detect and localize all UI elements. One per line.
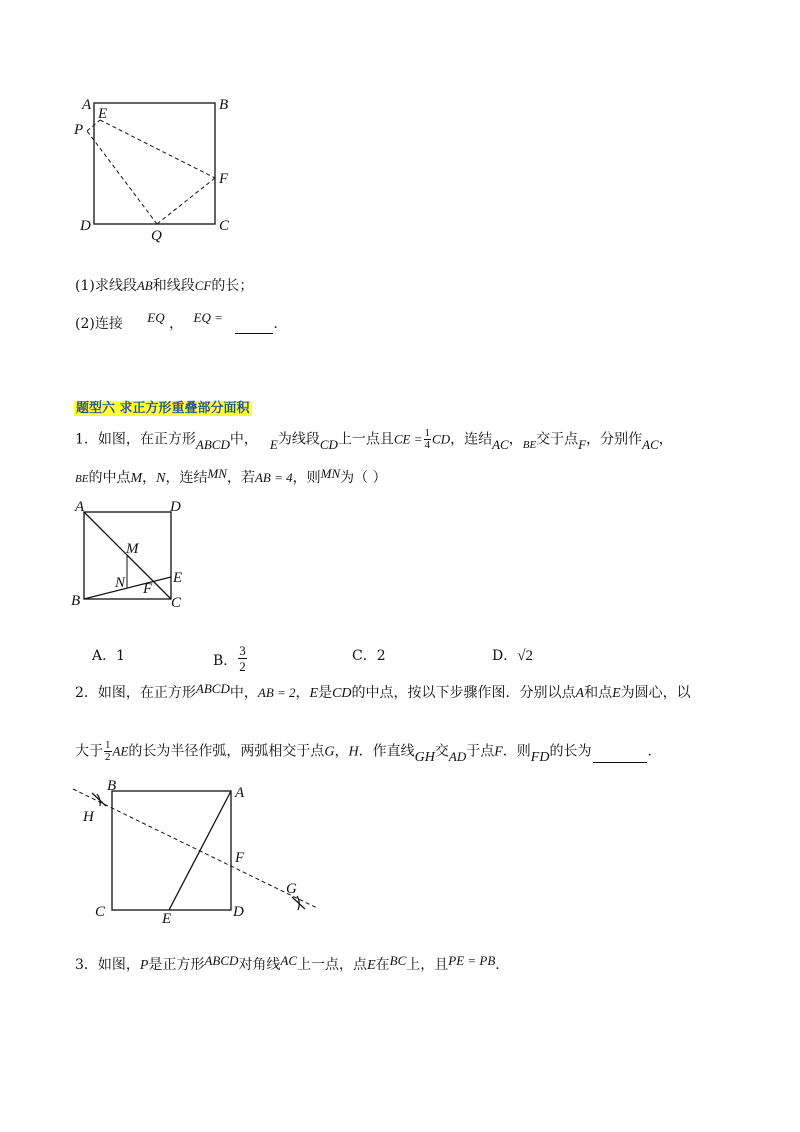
label-A: A: [82, 97, 92, 113]
answer-blank-fd[interactable]: [593, 762, 647, 763]
label-D: D: [233, 904, 244, 920]
option-d[interactable]: D．√2: [492, 648, 533, 664]
figure-1-square: [60, 90, 250, 250]
label-C: C: [171, 595, 182, 611]
section-heading: 题型六 求正方形重叠部分面积: [76, 401, 250, 416]
label-P: P: [74, 122, 84, 138]
problem-2-line-1: 2．如图，在正方形ABCD中，AB = 2，E是CD的中点，按以下步骤作图．分别以点A和点E为圆心，以: [75, 681, 691, 701]
label-B: B: [107, 778, 117, 794]
problem-3-line-1: 3．如图，P是正方形ABCD对角线AC上一点，点E在BC上，且PE = PB.: [75, 953, 500, 973]
label-F: F: [235, 850, 245, 866]
label-Q: Q: [151, 228, 162, 244]
label-D: D: [170, 499, 181, 515]
problem-1-line-1: 1．如图，在正方形ABCD中， E为线段CD上一点且CE = $\frac{1}{4}$ CD，连结AC，$_{BE}$交于点F，分别作AC，: [75, 427, 673, 452]
option-a[interactable]: A．1: [92, 648, 126, 664]
label-M: M: [126, 541, 139, 557]
figure-2-square-mn: [65, 495, 195, 615]
label-A: A: [235, 785, 245, 801]
label-A: A: [75, 499, 85, 515]
question-part-1: (1)求线段AB和线段CF的长；: [75, 278, 254, 294]
option-c[interactable]: C．2: [352, 648, 386, 664]
label-H: H: [83, 809, 94, 825]
label-G: G: [286, 881, 297, 897]
label-F: F: [143, 581, 153, 597]
label-F: F: [219, 171, 229, 187]
answer-blank[interactable]: [235, 333, 273, 334]
label-B: B: [219, 97, 229, 113]
fraction-one-quarter: $\frac{1}{4}$: [424, 427, 431, 451]
question-part-2: (2)连接 EQ ， EQ = .: [75, 310, 278, 332]
label-E: E: [173, 570, 183, 586]
label-C: C: [219, 218, 230, 234]
option-b[interactable]: B． $\frac{3}{2}$: [213, 643, 246, 674]
label-B: B: [71, 593, 81, 609]
label-N: N: [115, 575, 126, 591]
label-E: E: [162, 911, 172, 925]
fraction-one-half: $\frac{1}{2}$: [105, 739, 111, 763]
problem-2-line-2: 大于 $\frac{1}{2}$ AE的长为半径作弧，两弧相交于点G，H．作直线GH交AD于点F．则FD的长为 .: [75, 739, 652, 765]
label-E: E: [98, 106, 108, 122]
figure-3-square-gh: [65, 775, 330, 925]
problem-1-line-2: BE的中点M，N，连结MN，若AB = 4，则MN为（ ）: [75, 466, 387, 486]
label-D: D: [80, 218, 91, 234]
label-C: C: [95, 904, 106, 920]
